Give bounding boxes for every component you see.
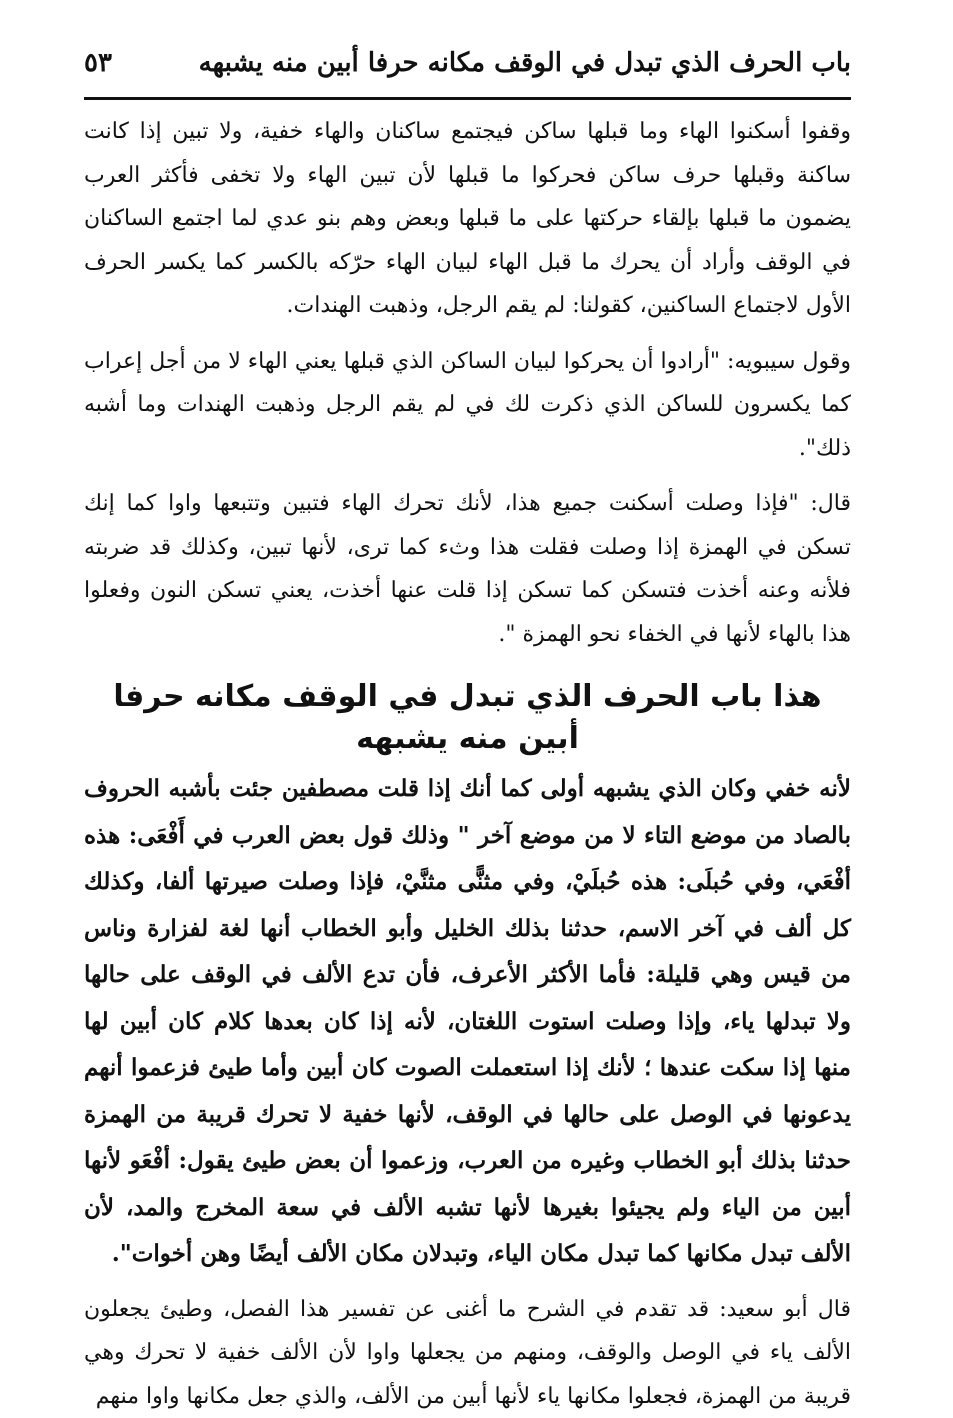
running-title: باب الحرف الذي تبدل في الوقف مكانه حرفا أبين منه يشبهه — [199, 48, 851, 78]
page-body — [84, 110, 851, 1418]
header-divider — [84, 97, 851, 100]
page-number: ٥٣ — [84, 48, 112, 78]
section-heading: هذا باب الحرف الذي تبدل في الوقف مكانه حرفا أبين منه يشبهه — [84, 676, 851, 760]
paragraph-4-quoted-text: لأنه خفي وكان الذي يشبهه أولى كما أنك إذا قلت مصطفين جئت بأشبه الحروف بالصاد من موضع التاء لا من موضع آخر " وذلك قول بعض العرب في أَفْعَى: هذه أفْعَي، وفي حُبلَى: هذه حُبلَيْ، وفي مثنًّى مثنَّيْ، فإذا وصلت صيرتها ألفا، وكذلك كل ألف في آخر الاسم، حدثنا بذلك الخليل وأبو الخطاب أنها لغة لفزارة وناس من قيس وهي قليلة: فأما الأكثر الأعرف، فأن تدع الألف في الوقف على حالها ولا تبدلها ياء، وإذا وصلت استوت اللغتان، لأنه إذا كان بعدها كلام كان أبين لها منها إذا سكت عندها ؛ لأنك إذا استعملت الصوت كان أبين وأما طيئ فزعموا أنهم يدعونها في الوصل على حالها في الوقف، لأنها خفية لا تحرك قريبة من الهمزة حدثنا بذلك أبو الخطاب وغيره من العرب، وزعموا أن بعض طيئ يقول: أفْعَو لأنها أبين من الياء ولم يجيئوا بغيرها لأنها تشبه الألف في سعة المخرج والمد، لأن الألف تبدل مكانها كما تبدل مكان الياء، وتبدلان مكان الألف أيضًا وهن أخوات". — [84, 766, 851, 1278]
page-header — [84, 42, 851, 92]
paragraph-3: قال: "فإذا وصلت أسكنت جميع هذا، لأنك تحرك الهاء فتبين وتتبعها واوا كما إنك تسكن في الهمزة إذا وصلت فقلت هذا وثء كما ترى، لأنها تبين، وكذلك قد ضربته فلأنه وعنه أخذت فتسكن كما تسكن إذا قلت عنها أخذت، يعني تسكن النون وفعلوا هذا بالهاء لأنها في الخفاء نحو الهمزة ". — [84, 482, 851, 656]
paragraph-1: وقفوا أسكنوا الهاء وما قبلها ساكن فيجتمع ساكنان والهاء خفية، ولا تبين إذا كانت ساكنة وقبلها حرف ساكن فحركوا ما قبلها لأن تبين الهاء ولا تخفى فأكثر العرب يضمون ما قبلها بإلقاء حركتها على ما قبلها وبعض وهم بنو عدي لما اجتمع الساكنان في الوقف وأراد أن يحرك ما قبل الهاء لبيان الهاء حرّكه بالكسر كما يكسر الحرف الأول لاجتماع الساكنين، كقولنا: لم يقم الرجل، وذهبت الهندات. — [84, 110, 851, 328]
paragraph-5: قال أبو سعيد: قد تقدم في الشرح ما أغنى عن تفسير هذا الفصل، وطيئ يجعلون الألف ياء في الوصل والوقف، ومنهم من يجعلها واوا لأن الألف خفية لا تحرك وهي قريبة من الهمزة، فجعلوا مكانها ياء لأنها أبين من الألف، والذي جعل مكانها واوا منهم — [84, 1288, 851, 1418]
paragraph-2: وقول سيبويه: "أرادوا أن يحركوا لبيان الساكن الذي قبلها يعني الهاء لا من أجل إعراب كما يكسرون للساكن الذي ذكرت لك في لم يقم الرجل وذهبت الهندات وما أشبه ذلك". — [84, 340, 851, 471]
